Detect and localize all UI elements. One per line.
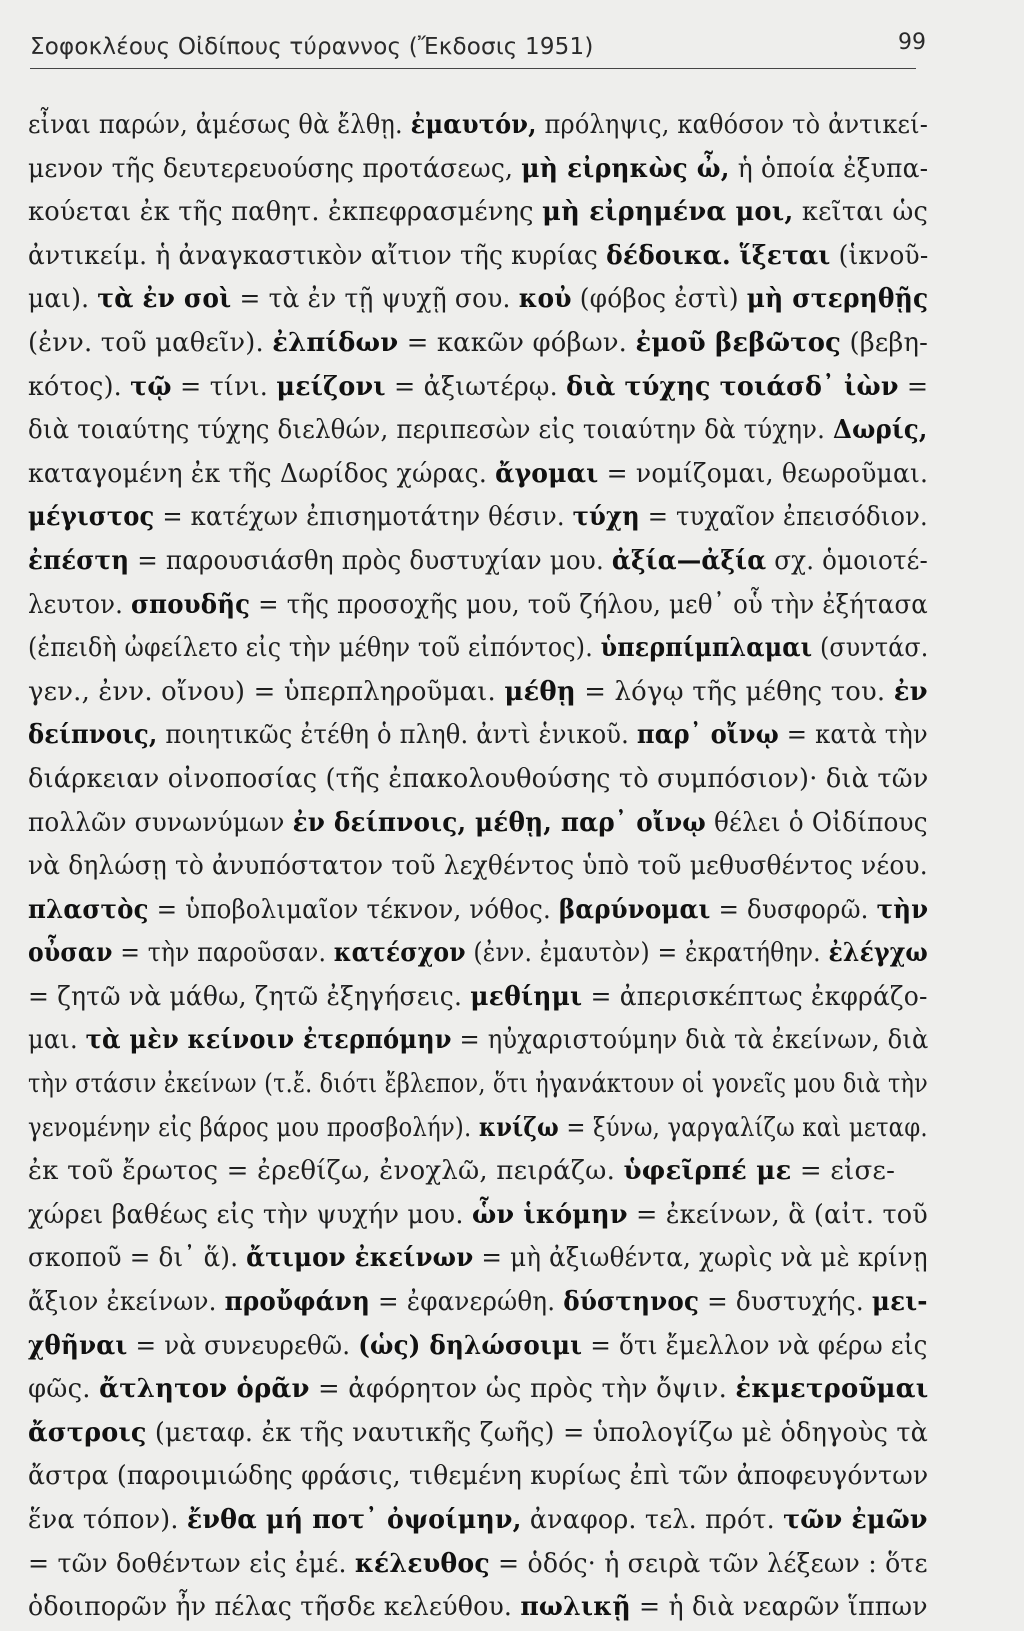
text-run: ἐκ τοῦ ἔρωτος = ἐρεθίζω, ἐνοχλῶ, πειράζω. — [28, 1156, 624, 1187]
lemma-term: μὴ εἰρημένα μοι, — [542, 197, 794, 228]
text-run: (φόβος ἐστὶ) — [571, 284, 747, 315]
text-run: (συντάσ. — [812, 633, 929, 664]
text-run: (ἐνν. ἐμαυτὸν) = ἐκρατήθην. — [465, 938, 829, 969]
commentary-text — [28, 105, 928, 1631]
text-run: διὰ τοιαύτης τύχης διελθών, περιπεσὼν εἰς τοιαύτην δὰ τύχην. — [28, 415, 833, 446]
lemma-term: δείπνοις, — [28, 720, 158, 751]
lemma-term: μέγιστος — [28, 502, 155, 533]
text-line — [28, 192, 929, 236]
text-run: = ἐκείνων, ἃ (αἰτ. τοῦ — [627, 1199, 928, 1230]
text-line — [28, 715, 928, 759]
lemma-term: τὰ μὲν κείνοιν ἐτερπόμην — [85, 1025, 452, 1056]
lemma-term: τῷ — [130, 371, 172, 402]
lemma-term: μὴ εἰρηκὼς ὦ, — [521, 153, 730, 184]
lemma-term: δύστηνος — [563, 1287, 700, 1318]
text-run: = δυσφορῶ. — [710, 894, 877, 925]
text-line — [28, 585, 928, 629]
text-line — [28, 541, 928, 585]
lemma-term: ἐμοῦ βεβῶτος — [635, 327, 842, 358]
text-run: σχ. ὁμοιοτέ- — [766, 545, 928, 576]
text-run: = ἡ διὰ νεαρῶν ἵππων — [630, 1592, 928, 1623]
text-line — [28, 1369, 929, 1413]
lemma-term: πλαστὸς — [28, 894, 149, 925]
lemma-term: κοὐ — [518, 284, 572, 315]
text-line — [28, 977, 928, 1021]
text-line — [28, 454, 929, 498]
lemma-term: μει- — [871, 1287, 928, 1318]
text-run: = κατὰ τὴν — [778, 720, 928, 751]
lemma-term: ἐν δείπνοις, μέθῃ, παρ᾽ οἴνῳ — [292, 807, 707, 838]
text-run: ὁδοιπορῶν ἦν πέλας τῆσδε κελεύθου. — [28, 1592, 521, 1623]
text-run: ποιητικῶς ἐτέθη ὁ πληθ. ἀντὶ ἑνικοῦ. — [157, 720, 637, 751]
lemma-term: μὴ στερηθῇς — [746, 284, 929, 315]
lemma-term: μεθίημι — [470, 981, 583, 1012]
lemma-term: (ὡς) δηλώσοιμι — [358, 1330, 583, 1361]
text-run: ἕνα τόπον). — [28, 1505, 187, 1535]
text-line — [28, 672, 928, 716]
text-line — [28, 1151, 928, 1195]
text-line — [28, 628, 929, 672]
text-run: = ηὐχαριστούμην διὰ τὰ ἐκείνων, διὰ — [451, 1025, 929, 1056]
text-line — [28, 410, 928, 454]
text-line — [28, 890, 929, 934]
text-run: θέλει ὁ Οἰδίπους — [706, 807, 928, 838]
text-line — [28, 497, 928, 541]
text-run: χώρει βαθέως εἰς τὴν ψυχήν μου. — [28, 1199, 472, 1230]
text-run: = ἐφανερώθη. — [370, 1287, 564, 1318]
lemma-term: ἐπέστη — [28, 545, 130, 576]
text-run: φῶς. — [28, 1374, 100, 1405]
text-run: ἄστρα (παροιμιώδης φράσις, τιθεμένη κυρίως ἐπὶ τῶν ἀποφευγόντων — [28, 1461, 929, 1492]
text-run: κούεται ἐκ τῆς παθητ. ἐκπεφρασμένης — [28, 197, 543, 228]
text-run: = παρουσιάσθη πρὸς δυστυχίαν μου. — [129, 545, 612, 576]
text-run: = ὁδός· ἡ σειρὰ τῶν λέξεων : ὅτε — [489, 1548, 928, 1579]
text-run: ἡ ὁποία ἐξυπα- — [729, 153, 929, 184]
text-run: = ἀπερισκέπτως ἐκφράζο- — [582, 981, 928, 1012]
text-run: ἄξιον ἐκείνων. — [28, 1287, 225, 1318]
text-run: (μεταφ. ἐκ τῆς ναυτικῆς ζωῆς) = ὑπολογίζω μὲ ὁδηγοὺς τὰ — [146, 1417, 929, 1448]
text-run: = κακῶν φόβων. — [398, 327, 636, 358]
text-line — [28, 279, 929, 323]
lemma-term: ὑφεῖρπέ με — [623, 1156, 792, 1187]
text-run: (βεβη- — [841, 327, 929, 358]
text-line — [28, 1020, 929, 1064]
lemma-term: ὑπερπίμπλαμαι — [600, 633, 813, 664]
text-run: γεν., ἐνν. οἴνου) = ὑπερπληροῦμαι. — [28, 676, 505, 707]
lemma-term: μείζονι — [276, 371, 386, 402]
lemma-term: ἀξία—ἀξία — [611, 545, 767, 576]
text-line — [28, 323, 929, 367]
text-line — [28, 846, 928, 890]
text-line — [28, 149, 929, 193]
lemma-term: ἐλπίδων — [272, 327, 399, 358]
header-title: Σοφοκλέους Οἰδίπους τύραννος (Ἔκδοσις 1951) — [30, 34, 594, 60]
text-line — [28, 759, 929, 803]
running-header — [30, 30, 926, 69]
text-line — [28, 1544, 928, 1588]
lemma-term: χθῆναι — [28, 1330, 128, 1361]
text-run: σκοποῦ = δι᾽ ἅ). — [28, 1243, 247, 1274]
text-line — [28, 1238, 928, 1282]
lemma-term: ἐλέγχω — [828, 938, 928, 969]
lemma-term: διὰ τύχης τοιάσδ᾽ ἰὼν — [566, 371, 899, 402]
text-line — [28, 1282, 928, 1326]
text-run: = τὰ ἐν τῇ ψυχῇ σου. — [231, 284, 519, 315]
text-run: μαι). — [28, 284, 98, 315]
text-run: εἶναι παρών, ἀμέσως θὰ ἔλθῃ. — [28, 110, 411, 140]
text-run: = μὴ ἀξιωθέντα, χωρὶς νὰ μὲ κρίνῃ — [473, 1243, 928, 1274]
lemma-term: βαρύνομαι — [558, 894, 711, 925]
lemma-term: ἄτιμον ἐκείνων — [246, 1243, 474, 1274]
text-line — [28, 1587, 928, 1631]
text-run: = ὅτι ἔμελλον νὰ φέρω εἰς — [582, 1330, 928, 1361]
text-run: ἀναφορ. τελ. πρότ. — [521, 1505, 784, 1535]
lemma-term: τύχη — [572, 502, 640, 533]
lemma-term: πωλικῇ — [520, 1592, 631, 1623]
lemma-term: τῶν ἐμῶν — [783, 1505, 928, 1535]
lemma-term: κατέσχον — [333, 938, 466, 969]
text-line — [28, 1195, 928, 1239]
text-run: πολλῶν συνωνύμων — [28, 807, 293, 838]
lemma-term: τὴν — [876, 894, 929, 925]
text-run: = τὴν παροῦσαν. — [112, 938, 334, 969]
text-line — [28, 933, 928, 977]
lemma-term: ὧν ἱκόμην — [471, 1199, 628, 1230]
text-run: διάρκειαν οἰνοποσίας (τῆς ἐπακολουθούσης τὸ συμπόσιον)· διὰ τῶν — [28, 763, 929, 794]
text-line — [28, 1064, 928, 1108]
text-run: πρόληψις, καθόσον τὸ ἀντικεί- — [536, 110, 929, 140]
text-run: = λόγῳ τῆς μέθης του. — [575, 676, 894, 707]
text-run: (ἱκνοῦ- — [830, 240, 929, 271]
text-run: = ἀφόρητον ὡς πρὸς τὴν ὄψιν. — [309, 1374, 736, 1405]
text-line — [28, 1456, 929, 1500]
text-run: = ὑποβολιμαῖον τέκνον, νόθος. — [148, 894, 559, 925]
lemma-term: προὔφάνη — [224, 1287, 371, 1318]
lemma-term: σπουδῆς — [130, 589, 251, 620]
text-line — [28, 236, 929, 280]
page-number: 99 — [898, 30, 926, 55]
text-run: κεῖται ὡς — [793, 197, 929, 228]
text-run: μενον τῆς δευτερευούσης προτάσεως, — [28, 153, 522, 184]
lemma-term: μέθῃ — [504, 676, 576, 707]
text-run: = ἀξιωτέρῳ. — [385, 371, 567, 402]
text-run: = τῆς προσοχῆς μου, τοῦ ζήλου, μεθ᾽ οὗ τὴν ἐξήτασα — [250, 589, 928, 620]
text-run: = κατέχων ἐπισημοτάτην θέσιν. — [154, 502, 573, 533]
text-line — [28, 1500, 928, 1544]
text-run: μαι. — [28, 1025, 86, 1056]
text-run: = εἰσε- — [791, 1156, 896, 1187]
text-run: = τυχαῖον ἐπεισόδιον. — [639, 502, 928, 533]
text-run: κότος). — [28, 371, 131, 402]
lemma-term: τὰ ἐν σοὶ — [97, 284, 232, 315]
lemma-term: οὖσαν — [28, 938, 113, 969]
lemma-term: δέδοικα. ἵξεται — [606, 240, 831, 271]
text-line — [28, 803, 928, 847]
text-run: = τῶν δοθέντων εἰς ἐμέ. — [28, 1548, 355, 1579]
text-run: καταγομένη ἐκ τῆς Δωρίδος χώρας. — [28, 458, 496, 489]
lemma-term: ἄγομαι — [495, 458, 599, 489]
text-run: γενομένην εἰς βάρος μου προσβολήν). — [28, 1112, 479, 1143]
lemma-term: ἐν — [893, 676, 928, 707]
text-line — [28, 367, 929, 411]
lemma-term: Δωρίς, — [832, 415, 928, 446]
lemma-term: ἐκμετροῦμαι — [735, 1374, 929, 1405]
text-run: = ζητῶ νὰ μάθω, ζητῶ ἐξηγήσεις. — [28, 981, 471, 1012]
lemma-term: παρ᾽ οἴνῳ — [636, 720, 779, 751]
text-run: = νομίζομαι, θεωροῦμαι. — [598, 458, 929, 489]
text-run: = ξύνω, γαργαλίζω καὶ μεταφ. — [558, 1112, 928, 1143]
lemma-term: ἐμαυτόν, — [410, 110, 537, 140]
lemma-term: κνίζω — [478, 1112, 559, 1143]
text-run: = νὰ συνευρεθῶ. — [127, 1330, 359, 1361]
text-run: = δυστυχής. — [699, 1287, 872, 1318]
text-run: τὴν στάσιν ἐκείνων (τ.ἔ. διότι ἔβλεπον, ὅτι ἠγανάκτουν οἱ γονεῖς μου διὰ τὴν — [28, 1069, 928, 1100]
text-run: = τίνι. — [171, 371, 277, 402]
text-run: = — [898, 371, 929, 402]
lemma-term: ἄτλητον ὁρᾶν — [99, 1374, 310, 1405]
text-run: νὰ δηλώσῃ τὸ ἀνυπόστατον τοῦ λεχθέντος ὑπὸ τοῦ μεθυσθέντος νέου. — [28, 851, 928, 882]
text-run: λευτον. — [28, 589, 131, 620]
text-line — [28, 1108, 928, 1152]
text-run: (ἐνν. τοῦ μαθεῖν). — [28, 327, 273, 358]
lemma-term: ἔνθα μή ποτ᾽ ὀψοίμην, — [186, 1505, 522, 1535]
text-line — [28, 1413, 929, 1457]
lemma-term: κέλευθος — [354, 1548, 490, 1579]
lemma-term: ἄστροις — [28, 1417, 147, 1448]
text-run: ἀντικείμ. ἡ ἀναγκαστικὸν αἴτιον τῆς κυρίας — [28, 240, 607, 271]
text-line — [28, 105, 929, 149]
text-line — [28, 1326, 928, 1370]
text-run: (ἐπειδὴ ὠφείλετο εἰς τὴν μέθην τοῦ εἰπόντος). — [28, 633, 601, 664]
